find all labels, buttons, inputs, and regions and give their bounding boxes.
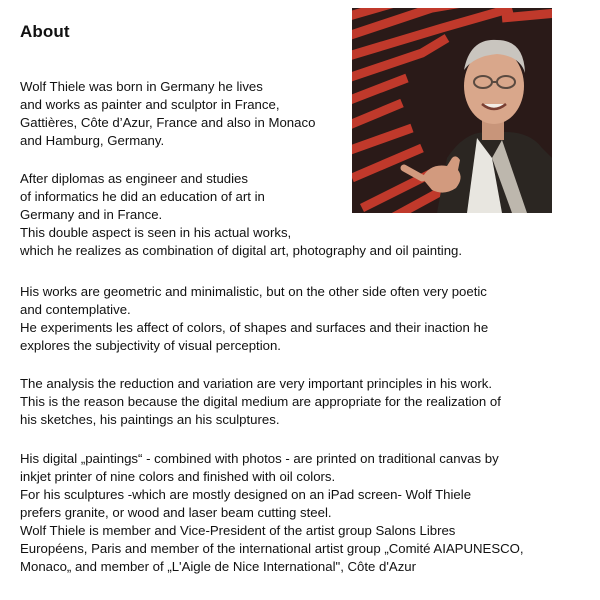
- paragraph-principles: [20, 375, 501, 429]
- text-line: This double aspect is seen in his actual works,: [20, 225, 292, 240]
- text-line: This is the reason because the digital medium are appropriate for the realization of: [20, 394, 501, 409]
- text-line: His works are geometric and minimalistic, but on the other side often very poetic: [20, 284, 487, 299]
- text-line: Wolf Thiele is member and Vice-President of the artist group Salons Libres: [20, 523, 456, 538]
- text-line: of informatics he did an education of art in: [20, 189, 265, 204]
- text-line: After diplomas as engineer and studies: [20, 171, 248, 186]
- text-line: inkjet printer of nine colors and finished with oil colors.: [20, 469, 336, 484]
- page-title: About: [20, 22, 70, 41]
- text-line: Européens, Paris and member of the international artist group „Comité AIAPUNESCO,: [20, 541, 524, 556]
- paragraph-works-membership: [20, 450, 524, 576]
- text-line: Germany and in France.: [20, 207, 163, 222]
- text-line: and works as painter and sculptor in France,: [20, 97, 280, 112]
- text-line: prefers granite, or wood and laser beam cutting steel.: [20, 505, 332, 520]
- text-line: which he realizes as combination of digital art, photography and oil painting.: [20, 243, 463, 258]
- text-line: and Hamburg, Germany.: [20, 133, 165, 148]
- text-line: For his sculptures -which are mostly designed on an iPad screen- Wolf Thiele: [20, 487, 472, 502]
- paragraph-biography: [20, 78, 315, 150]
- paragraph-style: [20, 283, 488, 355]
- paragraph-education: [20, 170, 462, 260]
- text-line: He experiments les affect of colors, of shapes and surfaces and their inaction he: [20, 320, 489, 335]
- text-line: The analysis the reduction and variation are very important principles in his work.: [20, 376, 493, 391]
- text-line: and contemplative.: [20, 302, 131, 317]
- text-line: his sketches, his paintings an his sculptures.: [20, 412, 280, 427]
- text-line: Gattières, Côte d’Azur, France and also in Monaco: [20, 115, 316, 130]
- text-line: Monaco„ and member of „L'Aigle de Nice International", Côte d'Azur: [20, 559, 417, 574]
- text-line: Wolf Thiele was born in Germany he lives: [20, 79, 263, 94]
- text-line: explores the subjectivity of visual perception.: [20, 338, 281, 353]
- text-line: His digital „paintings“ - combined with photos - are printed on traditional canvas by: [20, 451, 499, 466]
